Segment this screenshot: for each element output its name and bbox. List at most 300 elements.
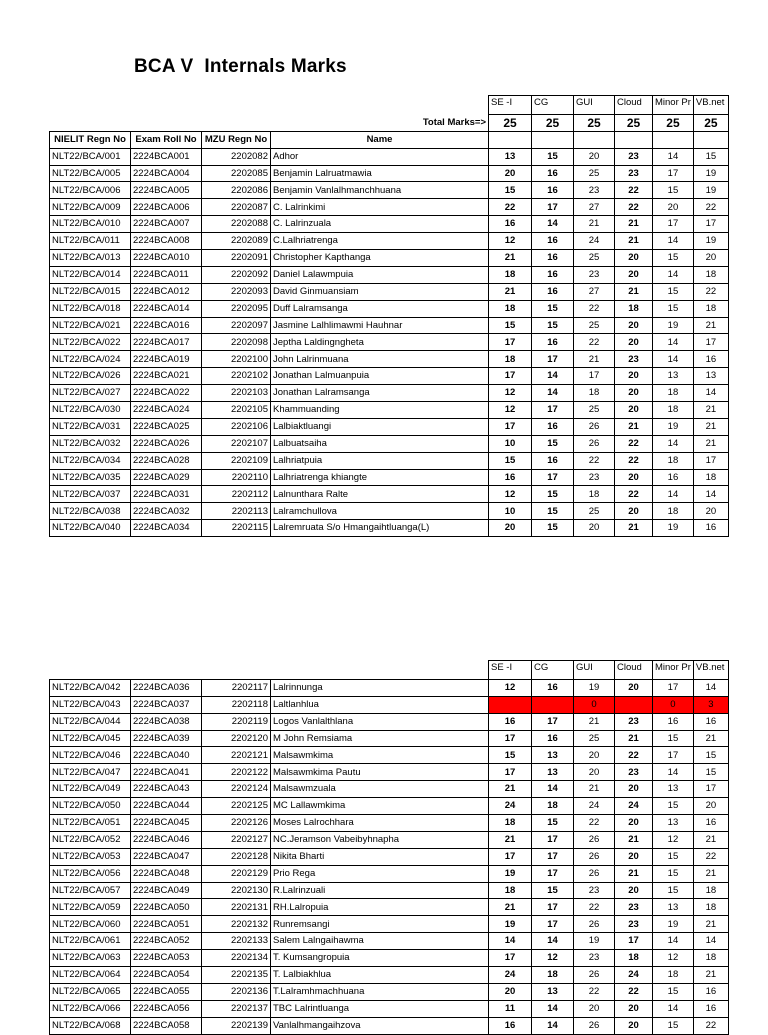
mark-cell: 13 — [532, 747, 574, 764]
student-name-cell: Laltlanhlua — [271, 696, 489, 713]
nielit-regn-cell: NLT22/BCA/043 — [50, 696, 131, 713]
mark-cell: 21 — [574, 351, 615, 368]
mark-cell: 22 — [574, 452, 615, 469]
mark-cell: 16 — [693, 520, 728, 537]
nielit-regn-cell: NLT22/BCA/056 — [50, 865, 131, 882]
mark-cell: 17 — [693, 452, 728, 469]
mark-cell: 14 — [532, 385, 574, 402]
nielit-regn-cell: NLT22/BCA/042 — [50, 679, 131, 696]
mark-cell: 18 — [489, 266, 532, 283]
mark-cell: 15 — [653, 730, 694, 747]
mark-cell: 24 — [574, 233, 615, 250]
mark-cell: 15 — [653, 300, 694, 317]
exam-roll-cell: 2224BCA054 — [131, 967, 202, 984]
table-row — [50, 266, 729, 283]
mark-cell: 3 — [693, 696, 728, 713]
student-name-cell: Logos Vanlalthlana — [271, 713, 489, 730]
table-row — [50, 899, 729, 916]
mark-cell: 18 — [693, 899, 728, 916]
table-row — [50, 334, 729, 351]
exam-roll-cell: 2224BCA010 — [131, 250, 202, 267]
mark-cell: 21 — [489, 899, 532, 916]
mark-cell: 20 — [615, 402, 653, 419]
mzu-regn-cell: 2202093 — [202, 283, 271, 300]
mark-cell: 21 — [489, 831, 532, 848]
table-row — [50, 882, 729, 899]
exam-roll-cell: 2224BCA021 — [131, 368, 202, 385]
exam-roll-cell: 2224BCA022 — [131, 385, 202, 402]
mark-cell: 14 — [532, 1000, 574, 1017]
mark-cell: 21 — [574, 216, 615, 233]
student-name-cell: David Ginmuansiam — [271, 283, 489, 300]
mzu-regn-cell: 2202122 — [202, 764, 271, 781]
mark-cell: 22 — [693, 283, 728, 300]
mark-cell: 21 — [693, 865, 728, 882]
mark-cell: 19 — [574, 679, 615, 696]
subject-header-row — [50, 96, 729, 115]
student-name-cell: Lalhriatpuia — [271, 452, 489, 469]
student-name-cell: Salem Lalngaihawma — [271, 933, 489, 950]
subject-header: CG — [532, 661, 574, 680]
mark-cell: 25 — [574, 250, 615, 267]
mark-cell: 18 — [653, 503, 694, 520]
mzu-regn-cell: 2202126 — [202, 815, 271, 832]
nielit-regn-cell: NLT22/BCA/060 — [50, 916, 131, 933]
mark-cell: 19 — [653, 916, 694, 933]
mark-cell: 20 — [615, 848, 653, 865]
mark-cell: 17 — [532, 831, 574, 848]
student-name-cell: Khammuanding — [271, 402, 489, 419]
mark-cell: 22 — [615, 435, 653, 452]
table-row — [50, 317, 729, 334]
mark-cell: 15 — [653, 283, 694, 300]
mark-cell: 22 — [693, 1017, 728, 1034]
mark-cell: 23 — [574, 266, 615, 283]
table-row — [50, 199, 729, 216]
table-row — [50, 368, 729, 385]
mark-cell: 16 — [693, 983, 728, 1000]
table-row — [50, 679, 729, 696]
mark-cell: 14 — [653, 435, 694, 452]
table-row — [50, 486, 729, 503]
mark-cell: 15 — [653, 182, 694, 199]
student-name-cell: TBC Lalrintluanga — [271, 1000, 489, 1017]
mark-cell: 26 — [574, 967, 615, 984]
table-row — [50, 933, 729, 950]
mark-cell: 20 — [489, 983, 532, 1000]
nielit-regn-cell: NLT22/BCA/040 — [50, 520, 131, 537]
mzu-regn-cell: 2202103 — [202, 385, 271, 402]
mark-cell: 23 — [615, 764, 653, 781]
mark-cell: 19 — [574, 933, 615, 950]
table-row — [50, 1000, 729, 1017]
table-row — [50, 865, 729, 882]
table-row — [50, 983, 729, 1000]
mark-cell: 14 — [532, 1017, 574, 1034]
mark-cell: 10 — [489, 503, 532, 520]
student-name-cell: Prio Rega — [271, 865, 489, 882]
mzu-regn-cell: 2202134 — [202, 950, 271, 967]
student-name-cell: T. Kumsangropuia — [271, 950, 489, 967]
nielit-regn-cell: NLT22/BCA/059 — [50, 899, 131, 916]
mark-cell: 19 — [653, 418, 694, 435]
mark-cell: 20 — [693, 250, 728, 267]
student-name-cell: Lalrinnunga — [271, 679, 489, 696]
mark-cell: 15 — [653, 1017, 694, 1034]
mark-cell: 17 — [653, 747, 694, 764]
table-row — [50, 520, 729, 537]
column-header: Exam Roll No — [131, 131, 202, 148]
student-name-cell: Christopher Kapthanga — [271, 250, 489, 267]
mark-cell: 20 — [574, 148, 615, 165]
mark-cell: 12 — [653, 950, 694, 967]
mark-cell: 23 — [574, 950, 615, 967]
mark-cell: 21 — [693, 916, 728, 933]
subject-header: GUI — [574, 661, 615, 680]
nielit-regn-cell: NLT22/BCA/047 — [50, 764, 131, 781]
mark-cell: 14 — [653, 266, 694, 283]
mark-cell: 18 — [693, 300, 728, 317]
mark-cell: 14 — [653, 233, 694, 250]
mzu-regn-cell: 2202139 — [202, 1017, 271, 1034]
student-name-cell: T. Lalbiakhlua — [271, 967, 489, 984]
page-title: BCA V Internals Marks — [134, 56, 347, 77]
student-name-cell: Jasmine Lalhlimawmi Hauhnar — [271, 317, 489, 334]
mark-cell: 23 — [615, 165, 653, 182]
mark-cell: 20 — [615, 1000, 653, 1017]
nielit-regn-cell: NLT22/BCA/005 — [50, 165, 131, 182]
nielit-regn-cell: NLT22/BCA/014 — [50, 266, 131, 283]
mark-cell: 20 — [574, 747, 615, 764]
table-row — [50, 950, 729, 967]
mark-cell: 17 — [532, 402, 574, 419]
mark-cell: 17 — [489, 730, 532, 747]
table-row — [50, 848, 729, 865]
mark-cell: 10 — [489, 435, 532, 452]
mzu-regn-cell: 2202082 — [202, 148, 271, 165]
mark-cell: 14 — [489, 933, 532, 950]
nielit-regn-cell: NLT22/BCA/050 — [50, 798, 131, 815]
mark-cell: 20 — [615, 334, 653, 351]
student-name-cell: Malsawmkima — [271, 747, 489, 764]
mark-cell: 17 — [693, 781, 728, 798]
mzu-regn-cell: 2202125 — [202, 798, 271, 815]
subject-header: Cloud — [615, 96, 653, 115]
subject-header: GUI — [574, 96, 615, 115]
mark-cell: 24 — [489, 798, 532, 815]
student-name-cell: Lalbuatsaiha — [271, 435, 489, 452]
mzu-regn-cell: 2202088 — [202, 216, 271, 233]
total-mark: 25 — [693, 114, 728, 131]
mark-cell: 21 — [615, 418, 653, 435]
mark-cell: 16 — [693, 1000, 728, 1017]
mzu-regn-cell: 2202086 — [202, 182, 271, 199]
mzu-regn-cell: 2202091 — [202, 250, 271, 267]
table-row — [50, 385, 729, 402]
exam-roll-cell: 2224BCA001 — [131, 148, 202, 165]
subject-header: Minor Pr — [653, 661, 694, 680]
mark-cell: 16 — [532, 250, 574, 267]
table-row — [50, 182, 729, 199]
mark-cell: 12 — [489, 402, 532, 419]
exam-roll-cell: 2224BCA029 — [131, 469, 202, 486]
mark-cell: 14 — [532, 933, 574, 950]
mark-cell: 24 — [574, 798, 615, 815]
nielit-regn-cell: NLT22/BCA/064 — [50, 967, 131, 984]
exam-roll-cell: 2224BCA047 — [131, 848, 202, 865]
mark-cell: 22 — [574, 300, 615, 317]
table-row — [50, 216, 729, 233]
mark-cell: 16 — [693, 351, 728, 368]
mark-cell: 21 — [693, 967, 728, 984]
mark-cell: 15 — [532, 520, 574, 537]
subject-header: Cloud — [615, 661, 653, 680]
mark-cell: 23 — [574, 182, 615, 199]
total-mark: 25 — [532, 114, 574, 131]
exam-roll-cell: 2224BCA024 — [131, 402, 202, 419]
nielit-regn-cell: NLT22/BCA/022 — [50, 334, 131, 351]
mark-cell: 15 — [693, 764, 728, 781]
total-mark: 25 — [653, 114, 694, 131]
mark-cell: 16 — [532, 165, 574, 182]
mark-cell: 12 — [489, 679, 532, 696]
mark-cell: 16 — [532, 418, 574, 435]
exam-roll-cell: 2224BCA037 — [131, 696, 202, 713]
mark-cell: 17 — [693, 216, 728, 233]
mark-cell: 14 — [693, 933, 728, 950]
mark-cell: 13 — [489, 148, 532, 165]
mark-cell: 18 — [653, 967, 694, 984]
total-mark: 25 — [489, 114, 532, 131]
subject-header: CG — [532, 96, 574, 115]
nielit-regn-cell: NLT22/BCA/038 — [50, 503, 131, 520]
student-name-cell: Malsawmkima Pautu — [271, 764, 489, 781]
mark-cell: 27 — [574, 199, 615, 216]
mark-cell: 17 — [489, 418, 532, 435]
mark-cell: 20 — [615, 503, 653, 520]
mark-cell: 24 — [615, 798, 653, 815]
mark-cell: 12 — [489, 385, 532, 402]
exam-roll-cell: 2224BCA014 — [131, 300, 202, 317]
mark-cell: 19 — [693, 233, 728, 250]
student-name-cell: Jonathan Lalramsanga — [271, 385, 489, 402]
mark-cell: 16 — [532, 233, 574, 250]
column-header-row — [50, 131, 729, 148]
mark-cell: 20 — [653, 199, 694, 216]
table-row — [50, 452, 729, 469]
mark-cell: 21 — [489, 250, 532, 267]
exam-roll-cell: 2224BCA041 — [131, 764, 202, 781]
mark-cell: 19 — [653, 317, 694, 334]
mark-cell: 22 — [489, 199, 532, 216]
mzu-regn-cell: 2202118 — [202, 696, 271, 713]
mark-cell: 13 — [532, 983, 574, 1000]
mark-cell: 14 — [653, 1000, 694, 1017]
mark-cell: 18 — [653, 452, 694, 469]
table-row — [50, 351, 729, 368]
nielit-regn-cell: NLT22/BCA/009 — [50, 199, 131, 216]
nielit-regn-cell: NLT22/BCA/045 — [50, 730, 131, 747]
mark-cell: 17 — [532, 713, 574, 730]
nielit-regn-cell: NLT22/BCA/065 — [50, 983, 131, 1000]
mark-cell: 26 — [574, 831, 615, 848]
mark-cell: 21 — [489, 781, 532, 798]
nielit-regn-cell: NLT22/BCA/010 — [50, 216, 131, 233]
student-name-cell: John Lalrinmuana — [271, 351, 489, 368]
mark-cell: 21 — [489, 283, 532, 300]
mzu-regn-cell: 2202121 — [202, 747, 271, 764]
mark-cell: 16 — [653, 469, 694, 486]
mark-cell: 15 — [532, 317, 574, 334]
exam-roll-cell: 2224BCA025 — [131, 418, 202, 435]
mark-cell: 18 — [532, 798, 574, 815]
nielit-regn-cell: NLT22/BCA/032 — [50, 435, 131, 452]
mark-cell: 17 — [489, 764, 532, 781]
mark-cell: 25 — [574, 317, 615, 334]
table-row — [50, 233, 729, 250]
mark-cell: 16 — [532, 266, 574, 283]
exam-roll-cell: 2224BCA007 — [131, 216, 202, 233]
mark-cell: 15 — [532, 815, 574, 832]
mzu-regn-cell: 2202089 — [202, 233, 271, 250]
mark-cell: 22 — [615, 486, 653, 503]
exam-roll-cell: 2224BCA043 — [131, 781, 202, 798]
mark-cell: 23 — [615, 148, 653, 165]
nielit-regn-cell: NLT22/BCA/026 — [50, 368, 131, 385]
mzu-regn-cell: 2202124 — [202, 781, 271, 798]
mark-cell: 24 — [489, 967, 532, 984]
mark-cell: 14 — [693, 679, 728, 696]
table-row — [50, 916, 729, 933]
mark-cell: 16 — [532, 182, 574, 199]
exam-roll-cell: 2224BCA056 — [131, 1000, 202, 1017]
exam-roll-cell: 2224BCA004 — [131, 165, 202, 182]
mark-cell: 17 — [574, 368, 615, 385]
mark-cell: 15 — [532, 300, 574, 317]
mark-cell: 17 — [653, 679, 694, 696]
table-row — [50, 1017, 729, 1034]
exam-roll-cell: 2224BCA045 — [131, 815, 202, 832]
table-row — [50, 781, 729, 798]
student-name-cell: Lalremruata S/o Hmangaihtluanga(L) — [271, 520, 489, 537]
mark-cell: 18 — [489, 300, 532, 317]
mark-cell: 15 — [653, 983, 694, 1000]
mark-cell: 15 — [532, 882, 574, 899]
mark-cell: 18 — [615, 950, 653, 967]
total-marks-label: Total Marks=> — [422, 116, 486, 128]
mark-cell: 25 — [574, 402, 615, 419]
nielit-regn-cell: NLT22/BCA/035 — [50, 469, 131, 486]
mark-cell: 14 — [693, 486, 728, 503]
mark-cell: 17 — [489, 848, 532, 865]
mark-cell: 13 — [653, 815, 694, 832]
mark-cell: 22 — [693, 848, 728, 865]
mark-cell: 18 — [693, 266, 728, 283]
nielit-regn-cell: NLT22/BCA/021 — [50, 317, 131, 334]
nielit-regn-cell: NLT22/BCA/031 — [50, 418, 131, 435]
column-header: MZU Regn No — [202, 131, 271, 148]
exam-roll-cell: 2224BCA019 — [131, 351, 202, 368]
mark-cell: 14 — [532, 781, 574, 798]
mark-cell: 16 — [532, 283, 574, 300]
mark-cell: 23 — [615, 916, 653, 933]
nielit-regn-cell: NLT22/BCA/011 — [50, 233, 131, 250]
exam-roll-cell: 2224BCA039 — [131, 730, 202, 747]
exam-roll-cell: 2224BCA044 — [131, 798, 202, 815]
mzu-regn-cell: 2202106 — [202, 418, 271, 435]
mark-cell: 18 — [489, 815, 532, 832]
mark-cell: 23 — [615, 351, 653, 368]
mark-cell: 21 — [693, 418, 728, 435]
student-name-cell: Adhor — [271, 148, 489, 165]
exam-roll-cell: 2224BCA053 — [131, 950, 202, 967]
mark-cell: 20 — [489, 165, 532, 182]
mark-cell: 20 — [574, 764, 615, 781]
mzu-regn-cell: 2202097 — [202, 317, 271, 334]
table-row — [50, 165, 729, 182]
table-row — [50, 713, 729, 730]
mzu-regn-cell: 2202098 — [202, 334, 271, 351]
mzu-regn-cell: 2202120 — [202, 730, 271, 747]
mark-cell — [489, 696, 532, 713]
mark-cell: 17 — [489, 950, 532, 967]
mark-cell: 21 — [693, 730, 728, 747]
student-name-cell: RH.Lalropuia — [271, 899, 489, 916]
nielit-regn-cell: NLT22/BCA/034 — [50, 452, 131, 469]
nielit-regn-cell: NLT22/BCA/051 — [50, 815, 131, 832]
student-name-cell: Lalbiaktluangi — [271, 418, 489, 435]
mark-cell: 18 — [574, 486, 615, 503]
mark-cell: 20 — [615, 250, 653, 267]
nielit-regn-cell: NLT22/BCA/037 — [50, 486, 131, 503]
student-name-cell: Lalnunthara Ralte — [271, 486, 489, 503]
student-name-cell: Daniel Lalawmpuia — [271, 266, 489, 283]
mark-cell: 16 — [532, 452, 574, 469]
mzu-regn-cell: 2202131 — [202, 899, 271, 916]
mark-cell: 17 — [532, 351, 574, 368]
nielit-regn-cell: NLT22/BCA/053 — [50, 848, 131, 865]
total-mark: 25 — [615, 114, 653, 131]
mzu-regn-cell: 2202100 — [202, 351, 271, 368]
mark-cell: 23 — [574, 882, 615, 899]
mark-cell: 16 — [532, 730, 574, 747]
mark-cell: 25 — [574, 730, 615, 747]
mark-cell: 14 — [532, 216, 574, 233]
exam-roll-cell: 2224BCA034 — [131, 520, 202, 537]
exam-roll-cell: 2224BCA049 — [131, 882, 202, 899]
mark-cell: 18 — [693, 469, 728, 486]
nielit-regn-cell: NLT22/BCA/006 — [50, 182, 131, 199]
mark-cell: 15 — [653, 848, 694, 865]
mzu-regn-cell: 2202129 — [202, 865, 271, 882]
exam-roll-cell: 2224BCA016 — [131, 317, 202, 334]
mark-cell: 19 — [693, 182, 728, 199]
nielit-regn-cell: NLT22/BCA/063 — [50, 950, 131, 967]
exam-roll-cell: 2224BCA005 — [131, 182, 202, 199]
exam-roll-cell: 2224BCA058 — [131, 1017, 202, 1034]
mark-cell: 20 — [615, 469, 653, 486]
exam-roll-cell: 2224BCA050 — [131, 899, 202, 916]
table-row — [50, 764, 729, 781]
mark-cell: 22 — [615, 983, 653, 1000]
table-row — [50, 402, 729, 419]
mark-cell: 19 — [489, 865, 532, 882]
mark-cell: 26 — [574, 1017, 615, 1034]
mzu-regn-cell: 2202119 — [202, 713, 271, 730]
mark-cell: 17 — [489, 368, 532, 385]
mark-cell: 17 — [532, 469, 574, 486]
nielit-regn-cell: NLT22/BCA/052 — [50, 831, 131, 848]
